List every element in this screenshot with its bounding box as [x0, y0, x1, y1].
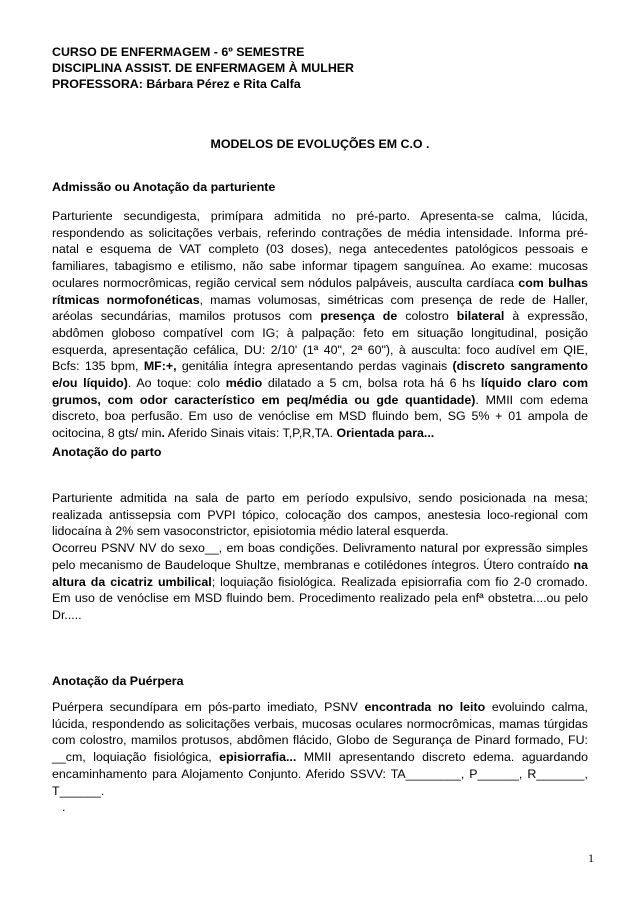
postpartum-paragraph: Puérpera secundípara em pós-parto imediato, PSNV encontrada no leito evoluindo calma, lúcida, respondendo as solicitações verbais, mucosas oculares normocrômicas, mamas túrgidas com colostro, mamilos protusos, abdômen flácido, Globo de Segurança de Pinard formado, FU: __cm, loquiação fisiológica, episiorrafia... MMII apresentando discreto edema. aguardando encaminhamento para Alojamento Conjunto. Aferido SSVV: TA________, P______, R_______, T______. .	[52, 700, 588, 815]
document-page	[52, 44, 588, 815]
course-header	[52, 44, 588, 92]
professor-line: PROFESSORA: Bárbara Pérez e Rita Calfa	[52, 77, 301, 91]
section-heading-delivery: Anotação do parto	[52, 445, 162, 459]
section-heading-admission: Admissão ou Anotação da parturiente	[52, 180, 276, 194]
section-heading-postpartum: Anotação da Puérpera	[52, 674, 184, 688]
document-title: MODELOS DE EVOLUÇÕES EM C.O .	[210, 137, 430, 151]
delivery-paragraph: Parturiente admitida na sala de parto em período expulsivo, sendo posicionada na mesa; realizada antissepsia com PVPI tópico, colocação dos campos, anestesia loco-regional com lidocaína à 2% sem vasoconstrictor, episiotomia médio lateral esquerda. Ocorreu PSNV NV do sexo__, em boas condições. Delivramento natural por expressão simples pelo mecanismo de Baudeloque Shultze, membranas e cotilédones íntegros. Útero contraído na altura da cicatriz umbilical; loquiação fisiológica. Realizada episiorrafia com fio 2-0 cromado. Em uso de venóclise em MSD fluindo bem. Procedimento realizado pela enfª obstetra....ou pelo Dr.....	[52, 491, 588, 622]
admission-paragraph: Parturiente secundigesta, primípara admitida no pré-parto. Apresenta-se calma, lúcida, respondendo as solicitações verbais, referindo contrações de média intensidade. Informa pré-natal e esquema de VAT completo (03 doses), nega antecedentes patológicos pessoais e familiares, tabagismo e etilismo, não sabe informar tipagem sanguínea. Ao exame: mucosas oculares normocrômicas, região cervical sem nódulos palpáveis, ausculta cardíaca com bulhas rítmicas normofonéticas, mamas volumosas, simétricas com presença de rede de Haller, aréolas secundárias, mamilos protusos com presença de colostro bilateral à expressão, abdômen globoso compatível com IG; à palpação: feto em situação longitudinal, posição esquerda, apresentação cefálica, DU: 2/10' (1ª 40", 2ª 60"), à ausculta: foco audível em QIE, Bcfs: 135 bpm, MF:+, genitália íntegra apresentando perdas vaginais (discreto sangramento e/ou líquido). Ao toque: colo médio dilatado a 5 cm, bolsa rota há 6 hs líquido claro com grumos, com odor característico em peq/média ou gde quantidade). MMII com edema discreto, boa perfusão. Em uso de venóclise em MSD fluindo bem, SG 5% + 01 ampola de ocitocina, 8 gts/ min. Aferido Sinais vitais: T,P,R,TA. Orientada para...	[52, 209, 588, 441]
page-number: 1	[588, 851, 594, 865]
course-line: CURSO DE ENFERMAGEM - 6º SEMESTRE	[52, 45, 305, 59]
discipline-line: DISCIPLINA ASSIST. DE ENFERMAGEM À MULHER	[52, 61, 354, 75]
